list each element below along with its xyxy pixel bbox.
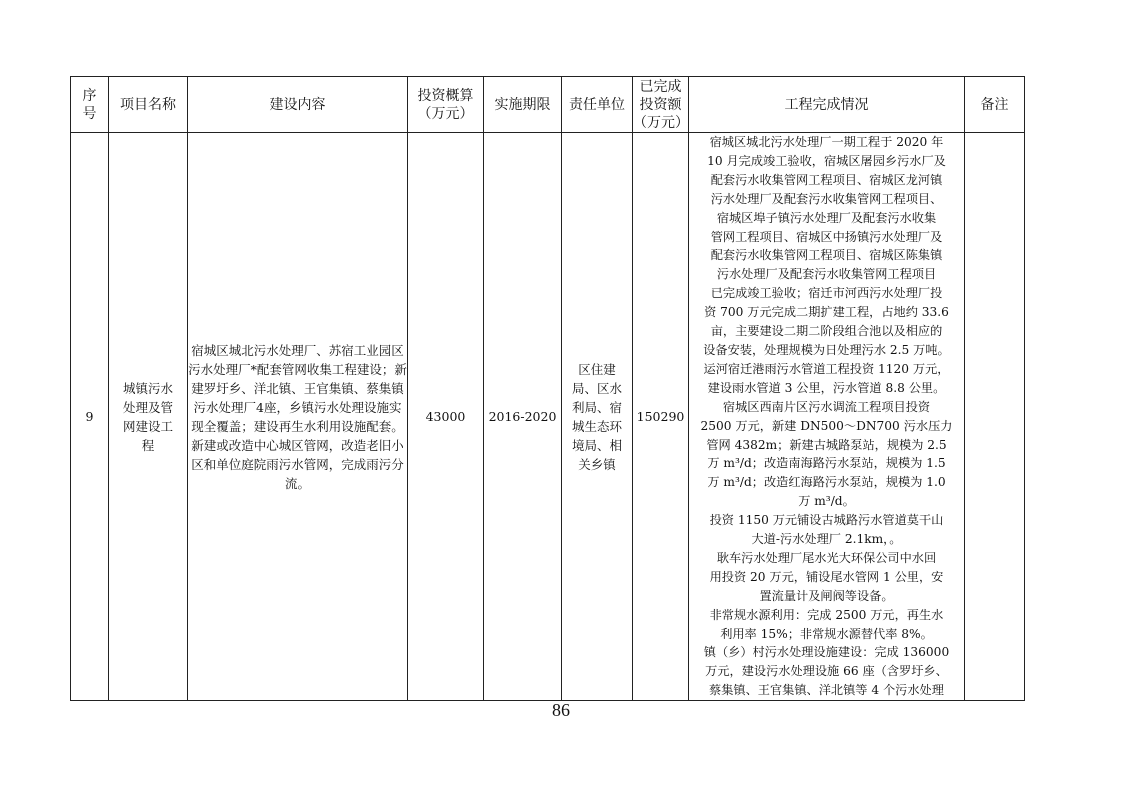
row-status: 宿城区城北污水处理厂一期工程于 2020 年 10 月完成竣工验收，宿城区屠园乡污水厂及 配套污水收集管网工程项目、宿城区龙河镇 污水处理厂及配套污水收集管网工程项目、 宿城区埠子镇污水处理厂及配套污水收集 管网工程项目、宿城区中扬镇污水处理厂及 配套污水收集管网工程项目、宿城区陈集镇 污水处理厂及配套污水收集管网工程项目 已完成竣工验收；宿迁市河西污水处理厂投 资 700 万元完成二期扩建工程，占地约 33.6 亩，主要建设二期二阶段组合池以及相应的 设备安装，处理规模为日处理污水 2.5 万吨。 运河宿迁港雨污水管道工程投资 1120 万元， 建设雨水管道 3 公里，污水管道 8.8 公里。 宿城区西南片区污水调流工程项目投资 2500 万元，新建 DN500～DN700 污水压力 管网 4382m；新建古城路泵站，规模为 2.5 万 m³/d；改造南海路污水泵站，规模为 1.5 万 m³/d；改造红海路污水泵站，规模为 1.0 万 m³/d。 投资 1150 万元铺设古城路污水管道莫干山 大道-污水处理厂 2.1km，。 耿车污水处理厂尾水光大环保公司中水回 用投资 20 万元，铺设尾水管网 1 公里，安 置流量计及闸阀等设备。 非常规水源利用：完成 2500 万元，再生水 利用率 15%；非常规水源替代率 8%。 镇（乡）村污水处理设施建设：完成 136000 万元，建设污水处理设施 66 座（含罗圩乡、 蔡集镇、王官集镇、洋北镇等 4 个污水处理 bbox=[689, 133, 965, 701]
row-content: 宿城区城北污水处理厂、苏宿工业园区污水处理厂*配套管网收集工程建设；新建罗圩乡、洋北镇、王官集镇、蔡集镇污水处理厂4座，乡镇污水处理设施实现全覆盖；建设再生水利用设施配套。新建或改造中心城区管网，改造老旧小区和单位庭院雨污水管网，完成雨污分流。 bbox=[188, 133, 408, 701]
project-table bbox=[70, 76, 1025, 701]
header-seq: 序 号 bbox=[71, 77, 109, 133]
row-project-name: 城镇污水 处理及管 网建设工 程 bbox=[109, 133, 188, 701]
row-note bbox=[965, 133, 1025, 701]
table-row bbox=[71, 133, 1025, 701]
row-budget: 43000 bbox=[408, 133, 484, 701]
header-period: 实施期限 bbox=[484, 77, 562, 133]
header-note: 备注 bbox=[965, 77, 1025, 133]
header-content: 建设内容 bbox=[188, 77, 408, 133]
row-completed-investment: 150290 bbox=[633, 133, 689, 701]
header-completed: 已完成 投资额 （万元） bbox=[633, 78, 689, 131]
page-number: 86 bbox=[552, 700, 570, 720]
header-name: 项目名称 bbox=[109, 77, 188, 133]
row-period: 2016-2020 bbox=[484, 133, 562, 701]
row-seq: 9 bbox=[71, 133, 109, 701]
header-unit: 责任单位 bbox=[562, 77, 633, 133]
header-status: 工程完成情况 bbox=[689, 77, 965, 133]
header-row bbox=[71, 77, 1025, 133]
row-responsible-unit: 区住建 局、区水 利局、宿 城生态环 境局、相 关乡镇 bbox=[562, 133, 633, 701]
header-budget: 投资概算 （万元） bbox=[408, 77, 484, 133]
